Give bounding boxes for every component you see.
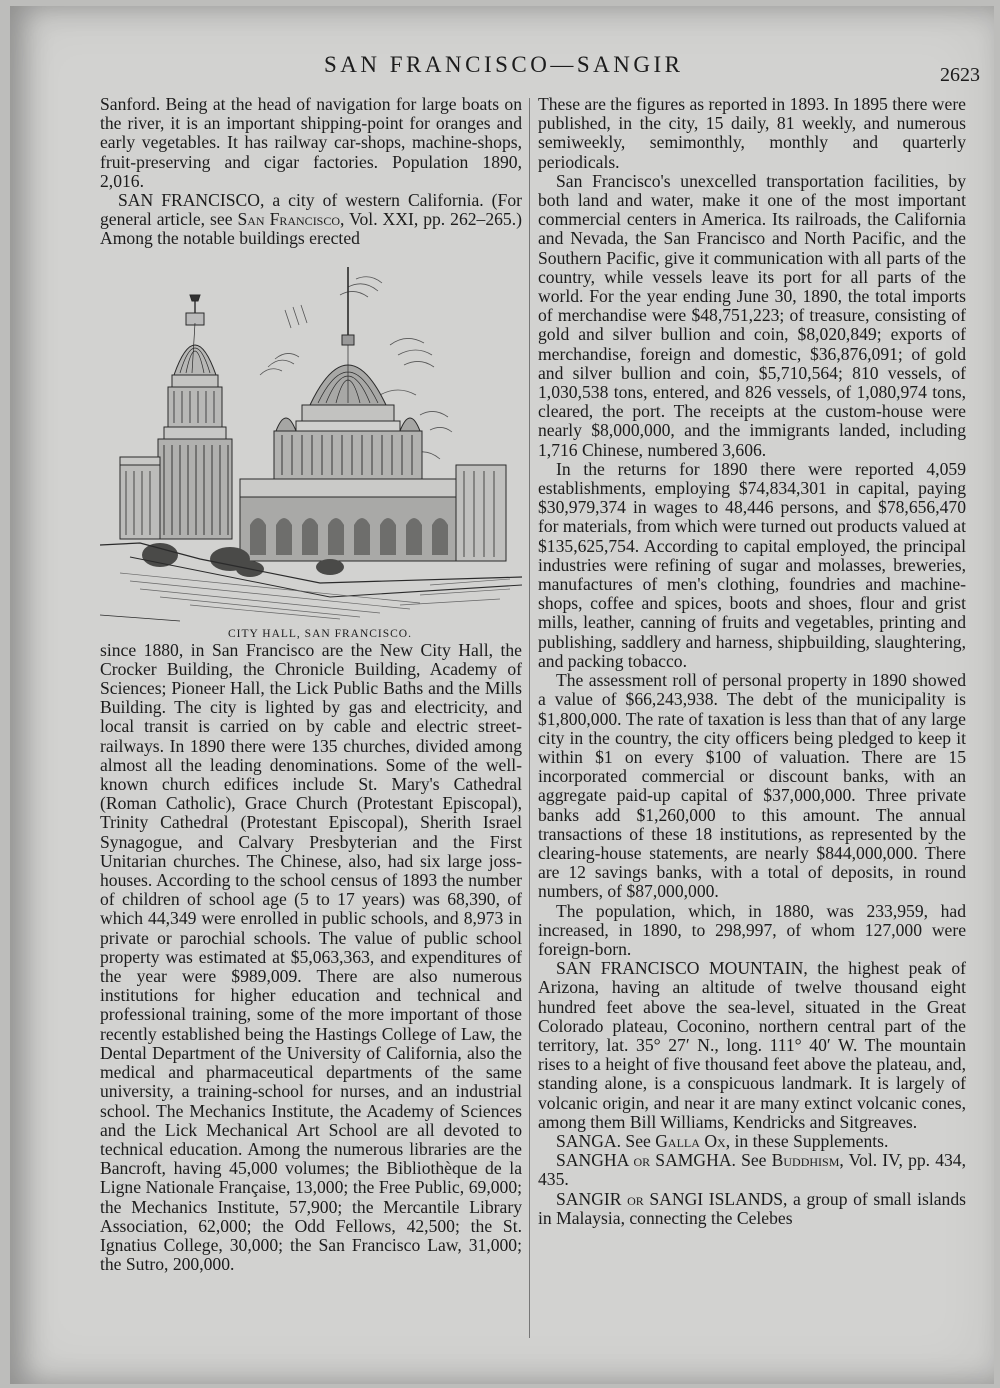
entry-sangir bbox=[538, 1190, 966, 1228]
text-run: SANGHA bbox=[556, 1150, 629, 1171]
paragraph-population: The population, which, in 1880, was 233,959, had increased, in 1890, to 298,997, of whom 127,000 were foreign-born. bbox=[538, 900, 966, 959]
cross-reference: San Francisco bbox=[237, 209, 341, 230]
text-run: , in these Supplements. bbox=[725, 1130, 889, 1151]
page-header bbox=[10, 42, 994, 86]
right-column bbox=[538, 95, 966, 1228]
figure-caption: CITY HALL, SAN FRANCISCO. bbox=[228, 627, 412, 640]
paragraph-san-francisco-intro bbox=[100, 191, 522, 249]
entry-san-francisco-mountain: SAN FRANCISCO MOUNTAIN, the highest peak of Arizona, having an altitude of twelve thousand eight hundred feet above the sea-level, situated in the Great Colorado plateau, Coconino, northern central part of the territory, lat. 35° 27′ N., long. 111° 40′ W. The mountain rises to a height of five thousand feet above the plateau, and, standing alone, is a conspicuous landmark. It is largely of volcanic origin, and near it are many extinct volcanic cones, among them Bill Williams, Kendricks and Sitgreaves. bbox=[538, 958, 966, 1132]
text-run: SAMGHA. See bbox=[655, 1150, 767, 1171]
text-run: SANGI ISLANDS, a group of small islands in Malaysia, connecting the Celebes bbox=[538, 1188, 966, 1228]
page-number: 2623 bbox=[940, 64, 980, 86]
small-caps-or: or bbox=[627, 1188, 644, 1209]
text-run: , Vol. XXI, pp. 262–265.) Among the notable buildings erected bbox=[100, 209, 522, 249]
running-head: SAN FRANCISCO—SANGIR bbox=[324, 52, 684, 77]
entry-sanga bbox=[538, 1132, 966, 1151]
paragraph-industries: In the returns for 1890 there were reported 4,059 establishments, employing $74,834,301 in capital, paying $30,979,374 in wages to 48,446 persons, and $78,656,470 for materials, from which were turned out products valued at $135,625,754. According to capital employed, the principal industries were refining of sugar and molasses, breweries, manufactures of men's clothing, foundries and machine-shops, coffee and spices, boots and shoes, flour and grist mills, leather, canning of fruits and vegetables, printing and publishing, saddlery and harness, shipbuilding, slaughtering, and packing tobacco. bbox=[538, 458, 966, 671]
paragraph-sanford: Sanford. Being at the head of navigation for large boats on the river, it is an important shipping-point for oranges and early vegetables. It has railway car-shops, machine-shops, fruit-preserving and cigar factories. Population 1890, 2,016. bbox=[100, 94, 522, 191]
text-run: SAN FRANCISCO, a city of western California. (For general article, see bbox=[100, 190, 522, 230]
cross-reference: Buddhism bbox=[771, 1150, 840, 1171]
paragraph-buildings-and-institutions: since 1880, in San Francisco are the New City Hall, the Crocker Building, the Chronicle Building, Academy of Sciences; Pioneer Hall, the Lick Public Baths and the Mills Building. The city is lighted by gas and electricity, and local transit is carried on by cable and electric street-railways. In 1890 there were 135 churches, divided among almost all the leading denominations. Some of the well-known church edifices include St. Mary's Cathedral (Roman Catholic), Grace Church (Protestant Episcopal), Trinity Cathedral (Protestant Episcopal), Sherith Israel Synagogue, and Calvary Presbyterian and the First Unitarian churches. The Chinese, also, had six large joss-houses. According to the school census of 1893 the number of children of school age (5 to 17 years) was 68,390, of which 44,349 were enrolled in public schools, and 8,973 in private or parochial schools. The value of public school property was estimated at $5,063,363, and expenditures of the year were $989,009. There are also numerous institutions for higher education and technical and professional training, some of the more important of those recently established being the Hastings College of Law, the Dental Department of the University of California, also the medical and pharmaceutical departments of the same university, a training-school for nurses, and an industrial school. The Mechanics Institute, the Academy of Sciences and the Lick Mechanical Art School are all devoted to technical education. Among the numerous libraries are the Bancroft, having 45,000 volumes; the Bibliothèque de la Ligne Nationale Française, 13,000; the Free Public, 69,000; the Mechanics Institute, 57,900; the Mercantile Library Association, 62,000; the Odd Fellows, 42,500; the St. Ignatius College, 30,000; the San Francisco Law, 31,000; the Sutro, 200,000. bbox=[100, 639, 522, 1275]
paragraph-finance: The assessment roll of personal property in 1890 showed a value of $66,243,938. The debt of the municipality is $1,800,000. The rate of taxation is less than that of any large city in the country, the city officers being pledged to keep it within $1 on every $100 of valuation. There are 15 incorporated commercial or discount banks, with an aggregate paid-up capital of $37,000,000. Three private banks add $1,260,000 to this amount. The annual transactions of these 18 institutions, as represented by the clearing-house statements, are nearly $844,000,000. There are 12 savings banks, with a total of deposits, in round numbers, of $87,000,000. bbox=[538, 670, 966, 902]
column-rule bbox=[529, 98, 530, 1338]
small-caps-or: or bbox=[633, 1150, 651, 1171]
paragraph-transportation: San Francisco's unexcelled transportation facilities, by both land and water, make it one of the most important commercial centers in America. Its railroads, the California and Nevada, the San Francisco and North Pacific, and the Southern Pacific, give it communication with all parts of the country, while vessels leave its port for all parts of the world. For the year ending June 30, 1890, the total imports of merchandise were $48,751,223; of treasure, consisting of gold and silver bullion and coin, $8,020,849; exports of merchandise, foreign and domestic, $36,876,091; of gold and silver bullion and coin, $5,710,564; 810 vessels, of 1,030,538 tons, entered, and 826 vessels, of 1,080,974 tons, cleared, the port. The receipts at the custom-house were nearly $8,000,000, and the immigrants landed, including 1,716 Chinese, numbered 3,606. bbox=[538, 170, 966, 460]
left-column bbox=[100, 95, 522, 1274]
text-run: SANGIR bbox=[556, 1188, 622, 1209]
city-hall-illustration bbox=[100, 255, 522, 627]
paragraph-periodicals: These are the figures as reported in 1893. In 1895 there were published, in the city, 15 daily, 81 weekly, and numerous semiweekly, semimonthly, monthly and quarterly periodicals. bbox=[538, 94, 966, 172]
cross-reference: Galla Ox bbox=[655, 1130, 726, 1151]
text-run: SANGA. See bbox=[556, 1130, 651, 1151]
entry-sangha bbox=[538, 1151, 966, 1189]
text-run: , Vol. IV, pp. 434, 435. bbox=[538, 1150, 966, 1190]
book-page bbox=[10, 6, 994, 1384]
